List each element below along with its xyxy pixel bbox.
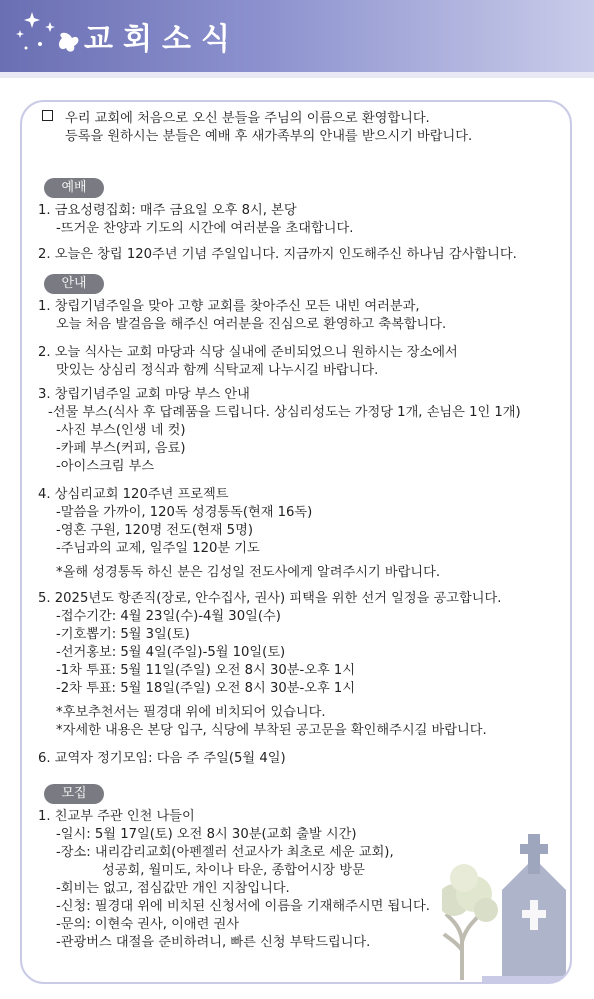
recruit-item-1-place: -장소: 내리감리교회(아펜젤러 선교사가 최초로 세운 교회),	[56, 845, 394, 860]
notice-item-3-gift-booth: -선물 부스(식사 후 답례품을 드립니다. 상심리성도는 가정당 1개, 손님은 1인 1개)	[48, 405, 521, 420]
notice-item-5-line-3: -기호뽑기: 5월 3일(토)	[56, 627, 190, 642]
worship-item-1-title: 1. 금요성령집회: 매주 금요일 오후 8시, 본당	[38, 203, 297, 218]
notice-item-2-line-2: 맛있는 상심리 정식과 함께 식탁교제 나누시길 바랍니다.	[56, 363, 379, 378]
welcome-line-2: 등록을 원하시는 분들은 예배 후 새가족부의 안내를 받으시기 바랍니다.	[65, 129, 473, 144]
page-header	[0, 0, 594, 72]
notice-item-3	[38, 386, 563, 476]
notice-item-5-line-2: -접수기간: 4월 23일(수)-4월 30일(수)	[56, 609, 281, 624]
notice-item-4-line-4: -주님과의 교제, 일주일 120분 기도	[56, 541, 260, 556]
header-divider	[0, 72, 594, 78]
worship-item-2	[38, 246, 563, 264]
notice-item-3-title: 3. 창립기념주일 교회 마당 부스 안내	[38, 387, 250, 402]
news-card	[20, 100, 572, 984]
notice-item-5-title: 5. 2025년도 항존직(장로, 안수집사, 권사) 피택을 위한 선거 일정을 공고합니다.	[38, 591, 502, 606]
sparkle-stars-icon	[10, 4, 82, 64]
notice-item-3-photo-booth: -사진 부스(인생 네 컷)	[56, 423, 186, 438]
notice-item-6-title: 6. 교역자 정기모임: 다음 주 주일(5월 4일)	[38, 751, 286, 766]
notice-item-4-note: *올해 성경통독 하신 분은 김성일 전도사에게 알려주시기 바랍니다.	[56, 565, 441, 580]
notice-item-1	[38, 298, 563, 334]
notice-item-5-note-1: *후보추천서는 필경대 위에 비치되어 있습니다.	[56, 705, 326, 720]
section-label-notice: 안내	[44, 274, 104, 294]
notice-item-3-icecream-booth: -아이스크림 부스	[56, 459, 155, 474]
recruit-item-1-date: -일시: 5월 17일(토) 오전 8시 30분(교회 출발 시간)	[56, 827, 357, 842]
section-label-worship: 예배	[44, 178, 104, 198]
notice-item-4	[38, 486, 563, 582]
notice-item-3-cafe-booth: -카페 부스(커피, 음료)	[56, 441, 186, 456]
notice-item-4-line-3: -영혼 구원, 120명 전도(현재 5명)	[56, 523, 253, 538]
notice-item-2-line-1: 2. 오늘 식사는 교회 마당과 식당 실내에 준비되었으니 원하시는 장소에서	[38, 345, 458, 360]
notice-item-4-line-2: -말씀을 가까이, 120독 성경통독(현재 16독)	[56, 505, 313, 520]
checkbox-icon	[42, 110, 53, 121]
notice-item-5-line-4: -선거홍보: 5월 4일(주일)-5월 10일(토)	[56, 645, 286, 660]
notice-item-5-note-2: *자세한 내용은 본당 입구, 식당에 부착된 공고문을 확인해주시길 바랍니다.	[56, 723, 487, 738]
notice-item-6	[38, 750, 563, 768]
notice-item-1-line-1: 1. 창립기념주일을 맞아 고향 교회를 찾아주신 모든 내빈 여러분과,	[38, 299, 420, 314]
notice-item-5	[38, 590, 563, 740]
worship-item-1	[38, 202, 563, 238]
notice-item-5-line-6: -2차 투표: 5월 18일(주일) 오전 8시 30분-오후 1시	[56, 681, 356, 696]
worship-item-2-title: 2. 오늘은 창립 120주년 기념 주일입니다. 지금까지 인도해주신 하나님 감사합니다.	[38, 247, 517, 262]
notice-item-5-line-5: -1차 투표: 5월 11일(주일) 오전 8시 30분-오후 1시	[56, 663, 356, 678]
recruit-item-1-place-cont: 성공회, 월미도, 차이나 타운, 종합어시장 방문	[102, 863, 365, 878]
section-label-recruit: 모집	[44, 784, 104, 804]
recruit-item-1-title: 1. 친교부 주관 인천 나들이	[38, 809, 195, 824]
welcome-notice	[42, 110, 562, 146]
worship-item-1-detail: -뜨거운 찬양과 기도의 시간에 여러분을 초대합니다.	[56, 221, 354, 236]
page-title: 교회소식	[84, 22, 240, 57]
recruit-item-1-apply: -신청: 필경대 위에 비치된 신청서에 이름을 기재해주시면 됩니다.	[56, 899, 430, 914]
church-illustration	[442, 830, 570, 982]
notice-item-4-title: 4. 상심리교회 120주년 프로젝트	[38, 487, 229, 502]
recruit-item-1-contact: -문의: 이현숙 권사, 이애련 권사	[56, 917, 240, 932]
notice-item-1-line-2: 오늘 처음 발걸음을 해주신 여러분을 진심으로 환영하고 축복합니다.	[56, 317, 447, 332]
recruit-item-1-fee: -회비는 없고, 점심값만 개인 지참입니다.	[56, 881, 290, 896]
recruit-item-1-bus: -관광버스 대절을 준비하려니, 빠른 신청 부탁드립니다.	[56, 935, 371, 950]
welcome-line-1: 우리 교회에 처음으로 오신 분들을 주님의 이름으로 환영합니다.	[65, 111, 430, 126]
notice-item-2	[38, 344, 563, 380]
